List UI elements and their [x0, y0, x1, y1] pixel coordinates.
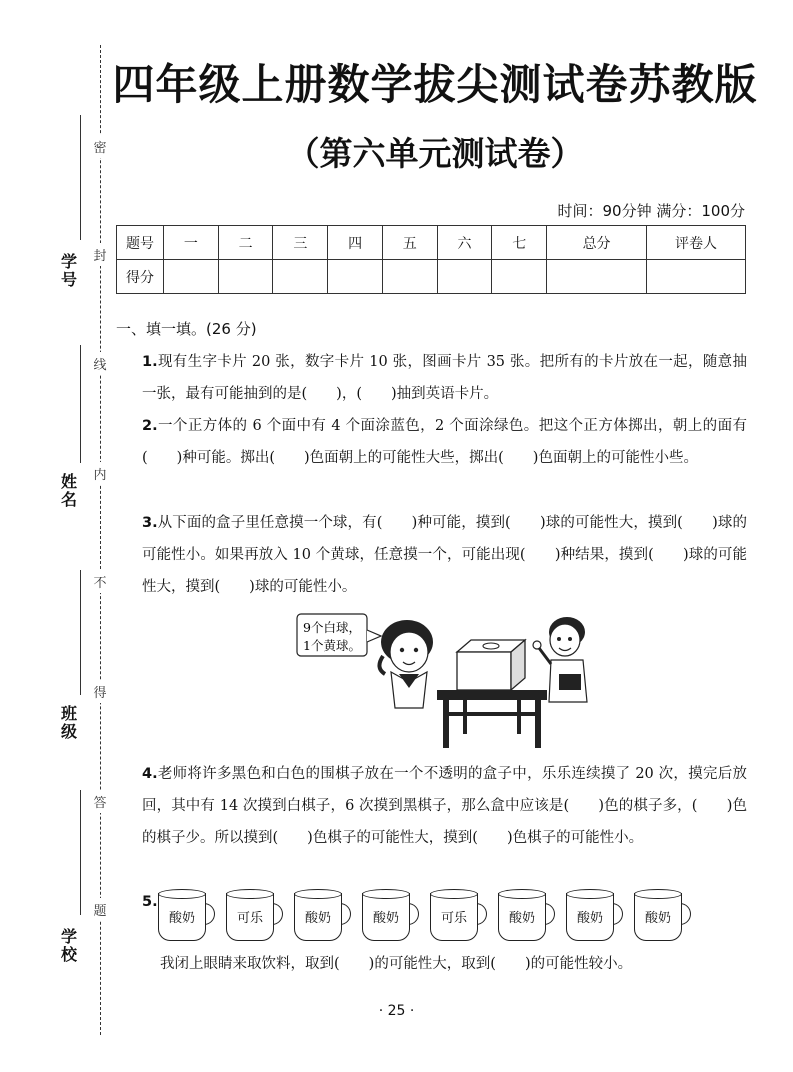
- score-row-label: 得分: [117, 260, 164, 294]
- score-table-score-row: [117, 260, 746, 294]
- question-1: [142, 346, 747, 410]
- score-header-cell: 四: [328, 226, 383, 260]
- cup-icon: [226, 893, 288, 941]
- field-rule: [80, 115, 81, 240]
- name-field[interactable]: [60, 345, 84, 515]
- cup-icon: [362, 893, 424, 941]
- score-cell[interactable]: [382, 260, 437, 294]
- exam-subtitle: （第六单元测试卷）: [286, 134, 584, 173]
- speech-bubble: [297, 614, 381, 656]
- score-cell[interactable]: [547, 260, 647, 294]
- question-text: 现有生字卡片 20 张，数字卡片 10 张，图画卡片 35 张。把所有的卡片放在一起，随意抽一张，最有可能抽到的是( )，( )抽到英语卡片。: [142, 354, 747, 402]
- ball-box: [457, 640, 525, 690]
- speech-line: 9个白球，: [303, 620, 361, 635]
- binding-word: 封: [92, 243, 108, 266]
- score-header-cell: 一: [164, 226, 219, 260]
- score-table: [116, 225, 746, 294]
- class-label: 班级: [60, 704, 77, 741]
- box-illustration: [295, 612, 595, 752]
- cup-label: 酸奶: [508, 911, 535, 926]
- question-text: 一个正方体的 6 个面中有 4 个面涂蓝色，2 个面涂绿色。把这个正方体掷出，朝上的面有( )种可能。掷出( )色面朝上的可能性大些，掷出( )色面朝上的可能性小些。: [142, 418, 747, 466]
- cup-icon: [294, 893, 356, 941]
- score-cell[interactable]: [328, 260, 383, 294]
- binding-word: 得: [92, 680, 108, 703]
- field-rule: [80, 790, 81, 915]
- exam-title: 四年级上册数学拔尖测试卷苏教版: [112, 60, 758, 109]
- question-4: [142, 758, 747, 854]
- score-header-cell: 六: [437, 226, 492, 260]
- score-cell[interactable]: [492, 260, 547, 294]
- binding-word: 线: [92, 352, 108, 375]
- class-field[interactable]: [60, 570, 84, 745]
- score-header-cell: 题号: [117, 226, 164, 260]
- question-number: 1.: [142, 354, 158, 370]
- score-cell[interactable]: [273, 260, 328, 294]
- cup-label: 酸奶: [168, 911, 195, 926]
- binding-word: 题: [92, 898, 108, 921]
- school-label: 学校: [60, 927, 77, 964]
- cup-label: 酸奶: [304, 911, 331, 926]
- cup-label: 可乐: [440, 911, 467, 926]
- question-2: [142, 410, 747, 474]
- binding-dashed-line: [100, 45, 101, 1035]
- score-header-cell: 总分: [547, 226, 647, 260]
- name-label: 姓名: [60, 472, 77, 509]
- score-cell[interactable]: [164, 260, 219, 294]
- cup-label: 酸奶: [372, 911, 399, 926]
- section-heading: 一、填一填。(26 分): [116, 320, 257, 338]
- student-id-field[interactable]: [60, 115, 84, 295]
- binding-word: 密: [92, 135, 108, 158]
- drink-cups-row: [158, 893, 738, 945]
- score-header-cell: 二: [218, 226, 273, 260]
- binding-word: 答: [92, 790, 108, 813]
- binding-word: 不: [92, 570, 108, 593]
- question-text: 老师将许多黑色和白色的围棋子放在一个不透明的盒子中，乐乐连续摸了 20 次，摸完后放回，其中有 14 次摸到白棋子，6 次摸到黑棋子，那么盒中应该是( )色的棋子多，( )色的棋子少。所以摸到( )色棋子的可能性大，摸到( )色棋子的可能性小。: [142, 766, 747, 846]
- cup-label: 酸奶: [644, 911, 671, 926]
- question-3: [142, 507, 747, 603]
- score-header-cell: 评卷人: [647, 226, 746, 260]
- boy-figure: [533, 617, 587, 702]
- field-rule: [80, 570, 81, 695]
- page-number: · 25 ·: [378, 1003, 415, 1019]
- cup-label: 可乐: [236, 911, 263, 926]
- cup-icon: [430, 893, 492, 941]
- cup-icon: [158, 893, 220, 941]
- question-number: 5.: [142, 894, 158, 910]
- girl-figure: [379, 620, 433, 708]
- question-5-text: 我闭上眼睛来取饮料，取到( )的可能性大，取到( )的可能性较小。: [160, 956, 633, 972]
- cup-icon: [566, 893, 628, 941]
- school-field[interactable]: [60, 790, 84, 970]
- time-score-info: 时间：90分钟 满分：100分: [557, 202, 745, 220]
- question-number: 3.: [142, 515, 158, 531]
- question-number: 2.: [142, 418, 158, 434]
- table-figure: [437, 690, 547, 748]
- score-cell[interactable]: [218, 260, 273, 294]
- score-cell[interactable]: [647, 260, 746, 294]
- student-id-label: 学号: [60, 252, 77, 289]
- score-header-cell: 三: [273, 226, 328, 260]
- score-table-header-row: [117, 226, 746, 260]
- question-text: 从下面的盒子里任意摸一个球，有( )种可能，摸到( )球的可能性大，摸到( )球的可能性小。如果再放入 10 个黄球，任意摸一个，可能出现( )种结果，摸到( )球的可能性大，摸到( )球的可能性小。: [142, 515, 747, 595]
- cup-icon: [498, 893, 560, 941]
- cup-label: 酸奶: [576, 911, 603, 926]
- cup-icon: [634, 893, 696, 941]
- score-header-cell: 七: [492, 226, 547, 260]
- score-cell[interactable]: [437, 260, 492, 294]
- score-header-cell: 五: [382, 226, 437, 260]
- field-rule: [80, 345, 81, 463]
- question-number: 4.: [142, 766, 158, 782]
- speech-line: 1个黄球。: [303, 638, 361, 653]
- binding-word: 内: [92, 462, 108, 485]
